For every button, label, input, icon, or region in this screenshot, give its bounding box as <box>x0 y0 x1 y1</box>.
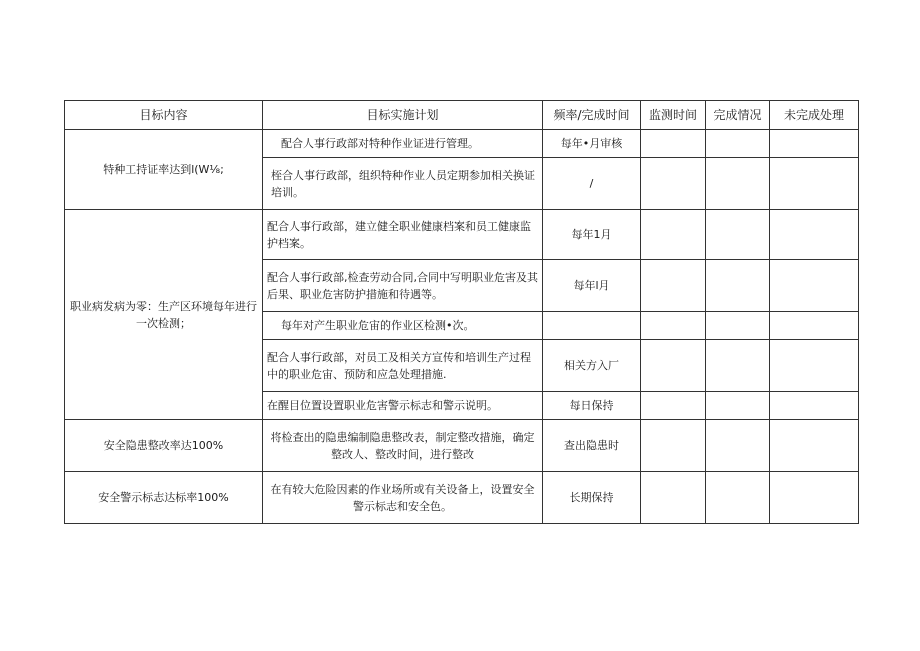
monitor-cell <box>641 158 706 210</box>
header-monitor: 监测时间 <box>641 101 706 130</box>
target-plan-table <box>64 100 859 524</box>
table-row <box>65 472 859 524</box>
handling-cell <box>770 130 859 158</box>
handling-cell <box>770 312 859 340</box>
plan-cell: 配合人事行政部，建立健全职业健康档案和员工健康监护档案。 <box>263 210 543 260</box>
monitor-cell <box>641 472 706 524</box>
header-plan: 目标实施计划 <box>263 101 543 130</box>
freq-cell: 每日保持 <box>543 392 641 420</box>
freq-cell: 查出隐患时 <box>543 420 641 472</box>
monitor-cell <box>641 420 706 472</box>
monitor-cell <box>641 210 706 260</box>
plan-cell: 在有较大危险因素的作业场所或有关设备上，设置安全警示标志和安全色。 <box>263 472 543 524</box>
handling-cell <box>770 260 859 312</box>
status-cell <box>706 472 770 524</box>
status-cell <box>706 340 770 392</box>
header-goal: 目标内容 <box>65 101 263 130</box>
header-handling: 未完成处理 <box>770 101 859 130</box>
freq-cell: 每年1月 <box>543 210 641 260</box>
monitor-cell <box>641 260 706 312</box>
handling-cell <box>770 158 859 210</box>
monitor-cell <box>641 312 706 340</box>
handling-cell <box>770 392 859 420</box>
header-row <box>65 101 859 130</box>
plan-cell: 配合人事行政部对特种作业证进行管理。 <box>263 130 543 158</box>
freq-cell: 相关方入厂 <box>543 340 641 392</box>
table-row <box>65 210 859 260</box>
table-row <box>65 130 859 158</box>
goal-cell: 安全隐患整改率达100% <box>65 420 263 472</box>
status-cell <box>706 260 770 312</box>
plan-cell: 配合人事行政部，对员工及相关方宣传和培训生产过程中的职业危宙、预防和应急处理措施. <box>263 340 543 392</box>
status-cell <box>706 312 770 340</box>
goal-cell: 特种工持证率达到l(W⅛; <box>65 130 263 210</box>
plan-cell: 在醒目位置设置职业危害警示标志和警示说明。 <box>263 392 543 420</box>
goal-cell: 职业病发病为零：生产区环境每年进行一次检测； <box>65 210 263 420</box>
plan-cell: 桎合人事行政部，组织特种作业人员定期参加相关换证培训。 <box>263 158 543 210</box>
freq-cell: 每年•月审核 <box>543 130 641 158</box>
status-cell <box>706 210 770 260</box>
handling-cell <box>770 420 859 472</box>
monitor-cell <box>641 340 706 392</box>
header-status: 完成情况 <box>706 101 770 130</box>
monitor-cell <box>641 392 706 420</box>
freq-cell <box>543 312 641 340</box>
status-cell <box>706 130 770 158</box>
plan-cell: 配合人事行政部,检查劳动合同,合同中写明职业危害及其后果、职业危害防护措施和待遇等。 <box>263 260 543 312</box>
handling-cell <box>770 340 859 392</box>
freq-cell: 长期保持 <box>543 472 641 524</box>
header-freq: 频率/完成时间 <box>543 101 641 130</box>
handling-cell <box>770 210 859 260</box>
status-cell <box>706 158 770 210</box>
status-cell <box>706 420 770 472</box>
plan-cell: 将检查出的隐患编制隐患整改表，制定整改措施，确定整改人、整改时间，进行整改 <box>263 420 543 472</box>
table-row <box>65 420 859 472</box>
monitor-cell <box>641 130 706 158</box>
handling-cell <box>770 472 859 524</box>
plan-cell: 每年对产生职业危宙的作业区检测•次。 <box>263 312 543 340</box>
goal-cell: 安全警示标志达标率100% <box>65 472 263 524</box>
freq-cell: 每年l月 <box>543 260 641 312</box>
freq-cell: / <box>543 158 641 210</box>
status-cell <box>706 392 770 420</box>
